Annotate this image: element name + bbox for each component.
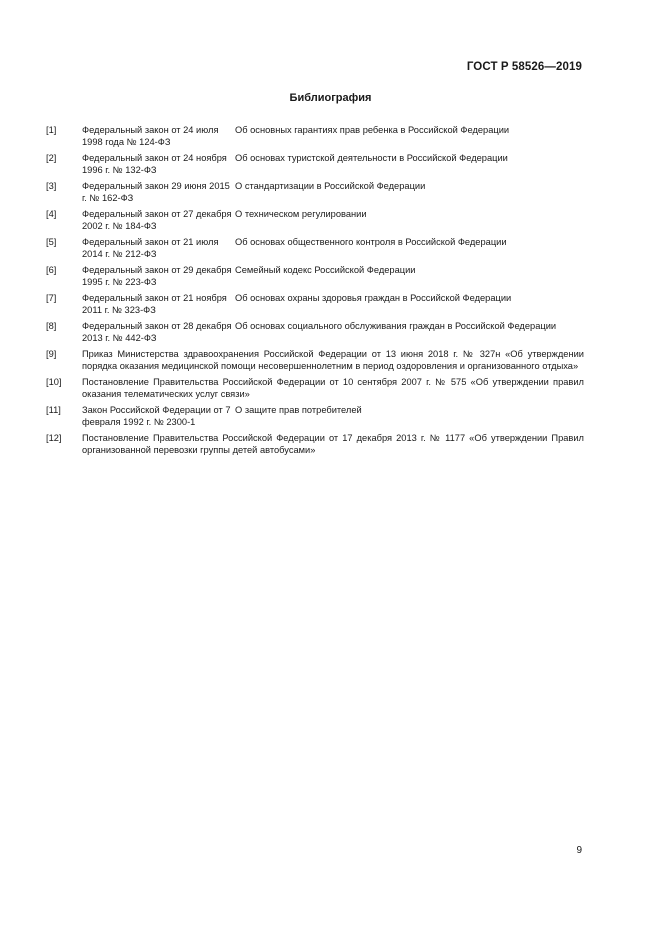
- entry-subject: Об основах общественного контроля в Российской Федерации: [235, 237, 507, 247]
- bibliography-entry-11: [46, 405, 584, 428]
- bibliography-entry-2: [46, 153, 584, 176]
- bibliography-entry-8: [46, 321, 584, 344]
- entry-subject: Об основных гарантиях прав ребенка в Российской Федерации: [235, 125, 510, 135]
- bibliography-list: [46, 125, 584, 462]
- entry-law: Федеральный закон от 21 ноября 2011 г. № 323-ФЗ: [82, 293, 227, 315]
- entry-number: [7]: [46, 293, 57, 303]
- bibliography-entry-9: [46, 349, 584, 372]
- entry-law: Федеральный закон от 24 июля 1998 года № 124-ФЗ: [82, 125, 219, 147]
- bibliography-entry-7: [46, 293, 584, 316]
- entry-law: Федеральный закон от 24 ноября 1996 г. № 132-ФЗ: [82, 153, 227, 175]
- entry-subject: Об основах туристской деятельности в Российской Федерации: [235, 153, 508, 163]
- entry-law: Федеральный закон 29 июня 2015 г. № 162-ФЗ: [82, 181, 230, 203]
- bibliography-entry-6: [46, 265, 584, 288]
- entry-number: [4]: [46, 209, 57, 219]
- entry-law: Федеральный закон от 28 декабря 2013 г. № 442-ФЗ: [82, 321, 232, 343]
- page-number: 9: [576, 845, 582, 856]
- bibliography-title: Библиография: [289, 92, 372, 104]
- bibliography-entry-10: [46, 377, 584, 400]
- entry-law: Федеральный закон от 21 июля 2014 г. № 212-ФЗ: [82, 237, 219, 259]
- entry-number: [9]: [46, 349, 57, 359]
- entry-subject: О защите прав потребителей: [235, 405, 362, 416]
- entry-number: [5]: [46, 237, 57, 247]
- entry-subject: Об основах социального обслуживания граждан в Российской Федерации: [235, 321, 557, 331]
- entry-text: Постановление Правительства Российской Федерации от 10 сентября 2007 г. № 575 «Об утверждении правил оказания телематических услуг связи»: [82, 377, 584, 399]
- entry-subject: Семейный кодекс Российской Федерации: [235, 265, 416, 275]
- entry-number: [11]: [46, 405, 61, 416]
- entry-number: [12]: [46, 433, 62, 444]
- document-code: ГОСТ Р 58526—2019: [466, 61, 582, 73]
- entry-law: Федеральный закон от 27 декабря 2002 г. № 184-ФЗ: [82, 209, 232, 231]
- bibliography-entry-5: [46, 237, 584, 260]
- entry-text: Постановление Правительства Российской Федерации от 17 декабря 2013 г. № 1177 «Об утверждении Правил организованной перевозки группы детей автобусами»: [82, 433, 584, 455]
- bibliography-entry-1: [46, 125, 584, 148]
- entry-subject: Об основах охраны здоровья граждан в Российской Федерации: [235, 293, 512, 303]
- entry-number: [8]: [46, 321, 57, 331]
- entry-number: [2]: [46, 153, 57, 163]
- entry-number: [6]: [46, 265, 57, 275]
- entry-law: Федеральный закон от 29 декабря 1995 г. № 223-ФЗ: [82, 265, 232, 287]
- bibliography-entry-4: [46, 209, 584, 232]
- entry-subject: О стандартизации в Российской Федерации: [235, 181, 426, 191]
- entry-number: [1]: [46, 125, 57, 135]
- bibliography-entry-3: [46, 181, 584, 204]
- entry-number: [10]: [46, 377, 62, 388]
- entry-text: Приказ Министерства здравоохранения Российской Федерации от 13 июня 2018 г. № 327н «Об утверждении порядка оказания медицинской помощи несовершеннолетним в период оздоровления и организованного отдыха»: [82, 349, 584, 371]
- entry-law: Закон Российской Федерации от 7 февраля 1992 г. № 2300-1: [82, 405, 231, 427]
- entry-subject: О техническом регулировании: [235, 209, 367, 219]
- bibliography-entry-12: [46, 433, 584, 456]
- entry-number: [3]: [46, 181, 57, 191]
